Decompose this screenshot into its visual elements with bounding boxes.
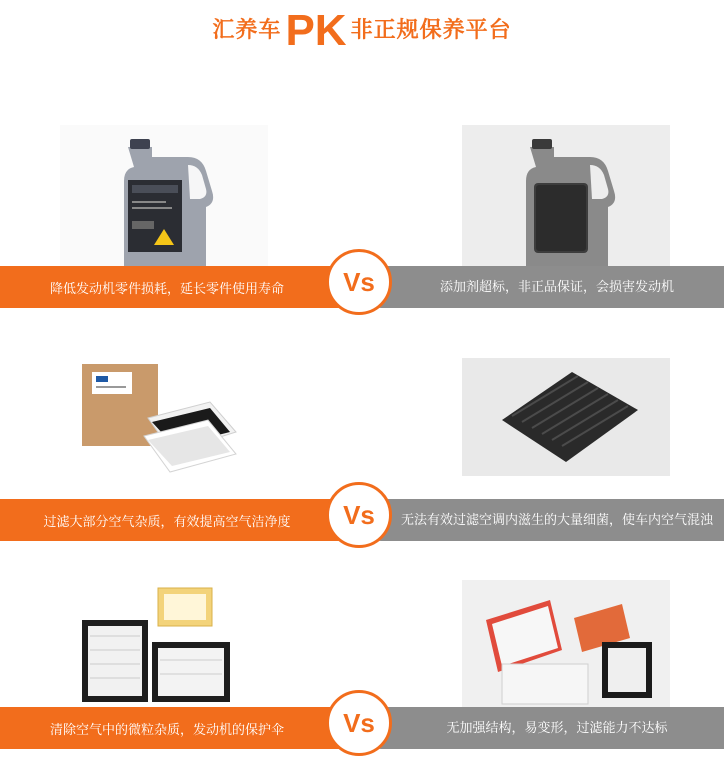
generic-cabin-filter-image xyxy=(462,358,670,476)
vs-badge: Vs xyxy=(326,482,392,548)
generic-air-filter-image xyxy=(462,580,670,708)
vs-badge: Vs xyxy=(326,249,392,315)
title-pk: PK xyxy=(285,6,347,55)
generic-drawback-text: 无加强结构，易变形，过滤能力不达标 xyxy=(360,707,724,749)
comparison-row-oil xyxy=(0,125,724,335)
generic-drawback-text: 添加剂超标，非正品保证，会损害发动机 xyxy=(360,266,724,308)
genuine-air-filter-image xyxy=(60,580,268,708)
genuine-benefit-text: 过滤大部分空气杂质，有效提高空气洁净度 xyxy=(0,499,364,541)
genuine-benefit-text: 降低发动机零件损耗，延长零件使用寿命 xyxy=(0,266,364,308)
genuine-cabin-filter-image xyxy=(60,358,268,476)
comparison-row-air-filter xyxy=(0,566,724,776)
generic-drawback-text: 无法有效过滤空调内滋生的大量细菌，使车内空气混浊 xyxy=(360,499,724,541)
title-suffix: 非正规保养平台 xyxy=(350,18,512,43)
generic-engine-oil-image xyxy=(462,125,670,279)
comparison-row-cabin-filter xyxy=(0,358,724,568)
page-title xyxy=(0,6,724,56)
title-prefix: 汇养车 xyxy=(212,18,282,43)
genuine-benefit-text: 清除空气中的微粒杂质，发动机的保护伞 xyxy=(0,707,364,749)
vs-badge: Vs xyxy=(326,690,392,756)
genuine-engine-oil-image xyxy=(60,125,268,279)
